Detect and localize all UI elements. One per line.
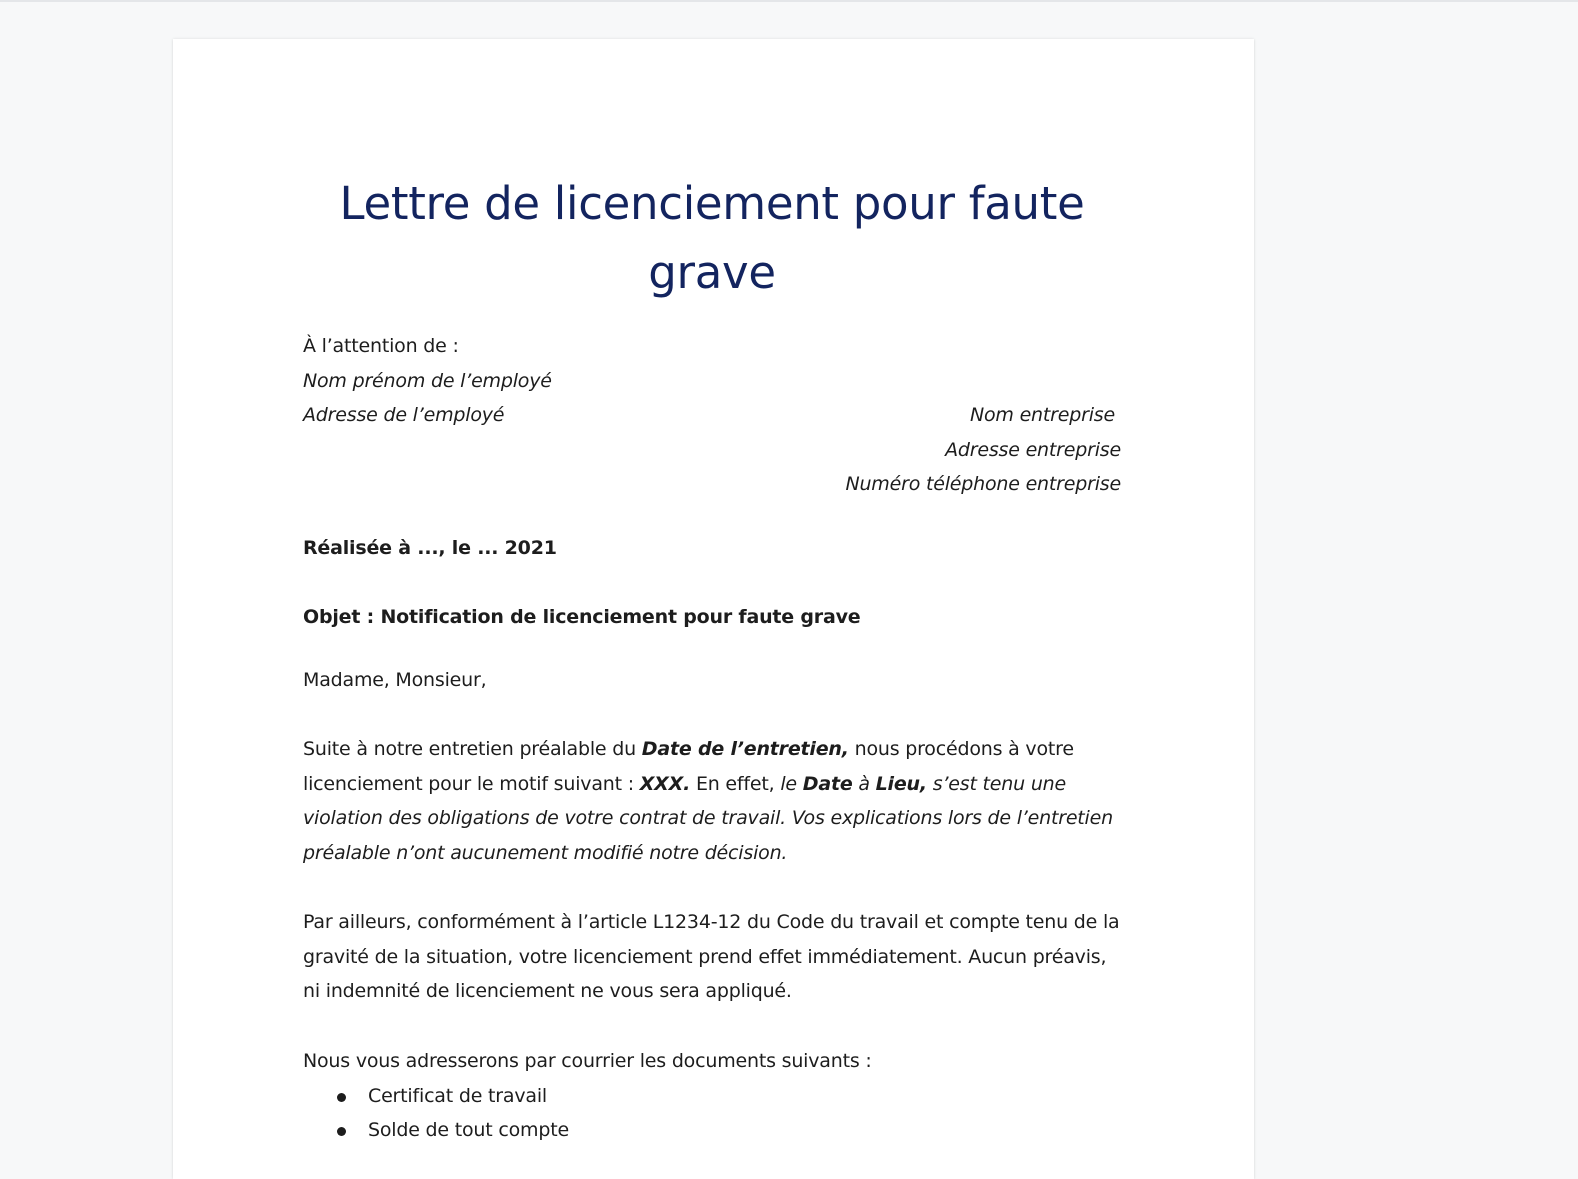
- documents-intro: Nous vous adresserons par courrier les documents suivants :: [303, 1050, 872, 1072]
- company-block: [303, 398, 1121, 502]
- paragraph-text: nous procédons à votre licenciement pour le motif suivant :: [303, 738, 1074, 795]
- date-line: Réalisée à ..., le ... 2021: [303, 537, 557, 559]
- list-item-label: Certificat de travail: [368, 1084, 547, 1107]
- list-item: [303, 1113, 1121, 1148]
- list-item: [303, 1079, 1121, 1114]
- documents-section: [303, 1044, 1121, 1148]
- interview-date-placeholder: Date de l’entretien,: [641, 738, 849, 760]
- list-item-label: Solde de tout compte: [368, 1119, 569, 1142]
- bullet-icon: [337, 1093, 346, 1102]
- salutation: Madame, Monsieur,: [303, 669, 487, 691]
- paragraph-text: s’est tenu une violation des obligations de votre contrat de travail. Vos explications lors de l’entretien préalable n’ont aucunement modifié notre décision.: [303, 772, 1113, 865]
- paragraph-dismissal: [303, 732, 1121, 871]
- document-page: [173, 39, 1254, 1179]
- paragraph-text: le: [780, 772, 803, 795]
- window-top-border: [0, 0, 1578, 2]
- document-title: Lettre de licenciement pour faute grave: [339, 177, 1085, 299]
- paragraph-text: à: [852, 772, 876, 795]
- bullet-icon: [337, 1127, 346, 1136]
- paragraph-text: Suite à notre entretien préalable du: [303, 738, 642, 760]
- employee-address: Adresse de l’employé: [303, 404, 505, 427]
- attention-label: À l’attention de :: [303, 335, 459, 357]
- paragraph-effect: Par ailleurs, conformément à l’article L1234-12 du Code du travail et compte tenu de la gravité de la situation, votre licenciement prend effet immédiatement. Aucun préavis, ni indemnité de licenciement ne vous sera appliqué.: [303, 911, 1120, 1003]
- documents-list: [303, 1079, 1121, 1148]
- company-phone: Numéro téléphone entreprise: [845, 473, 1121, 496]
- company-name: Nom entreprise: [969, 404, 1115, 426]
- subject-line: Objet : Notification de licenciement pour faute grave: [303, 606, 861, 628]
- employee-name: Nom prénom de l’employé: [303, 369, 552, 392]
- company-address: Adresse entreprise: [945, 438, 1121, 461]
- date-placeholder: Date: [802, 772, 853, 795]
- reason-placeholder: XXX.: [639, 772, 691, 795]
- paragraph-text: En effet,: [690, 772, 781, 795]
- place-placeholder: Lieu,: [875, 772, 927, 795]
